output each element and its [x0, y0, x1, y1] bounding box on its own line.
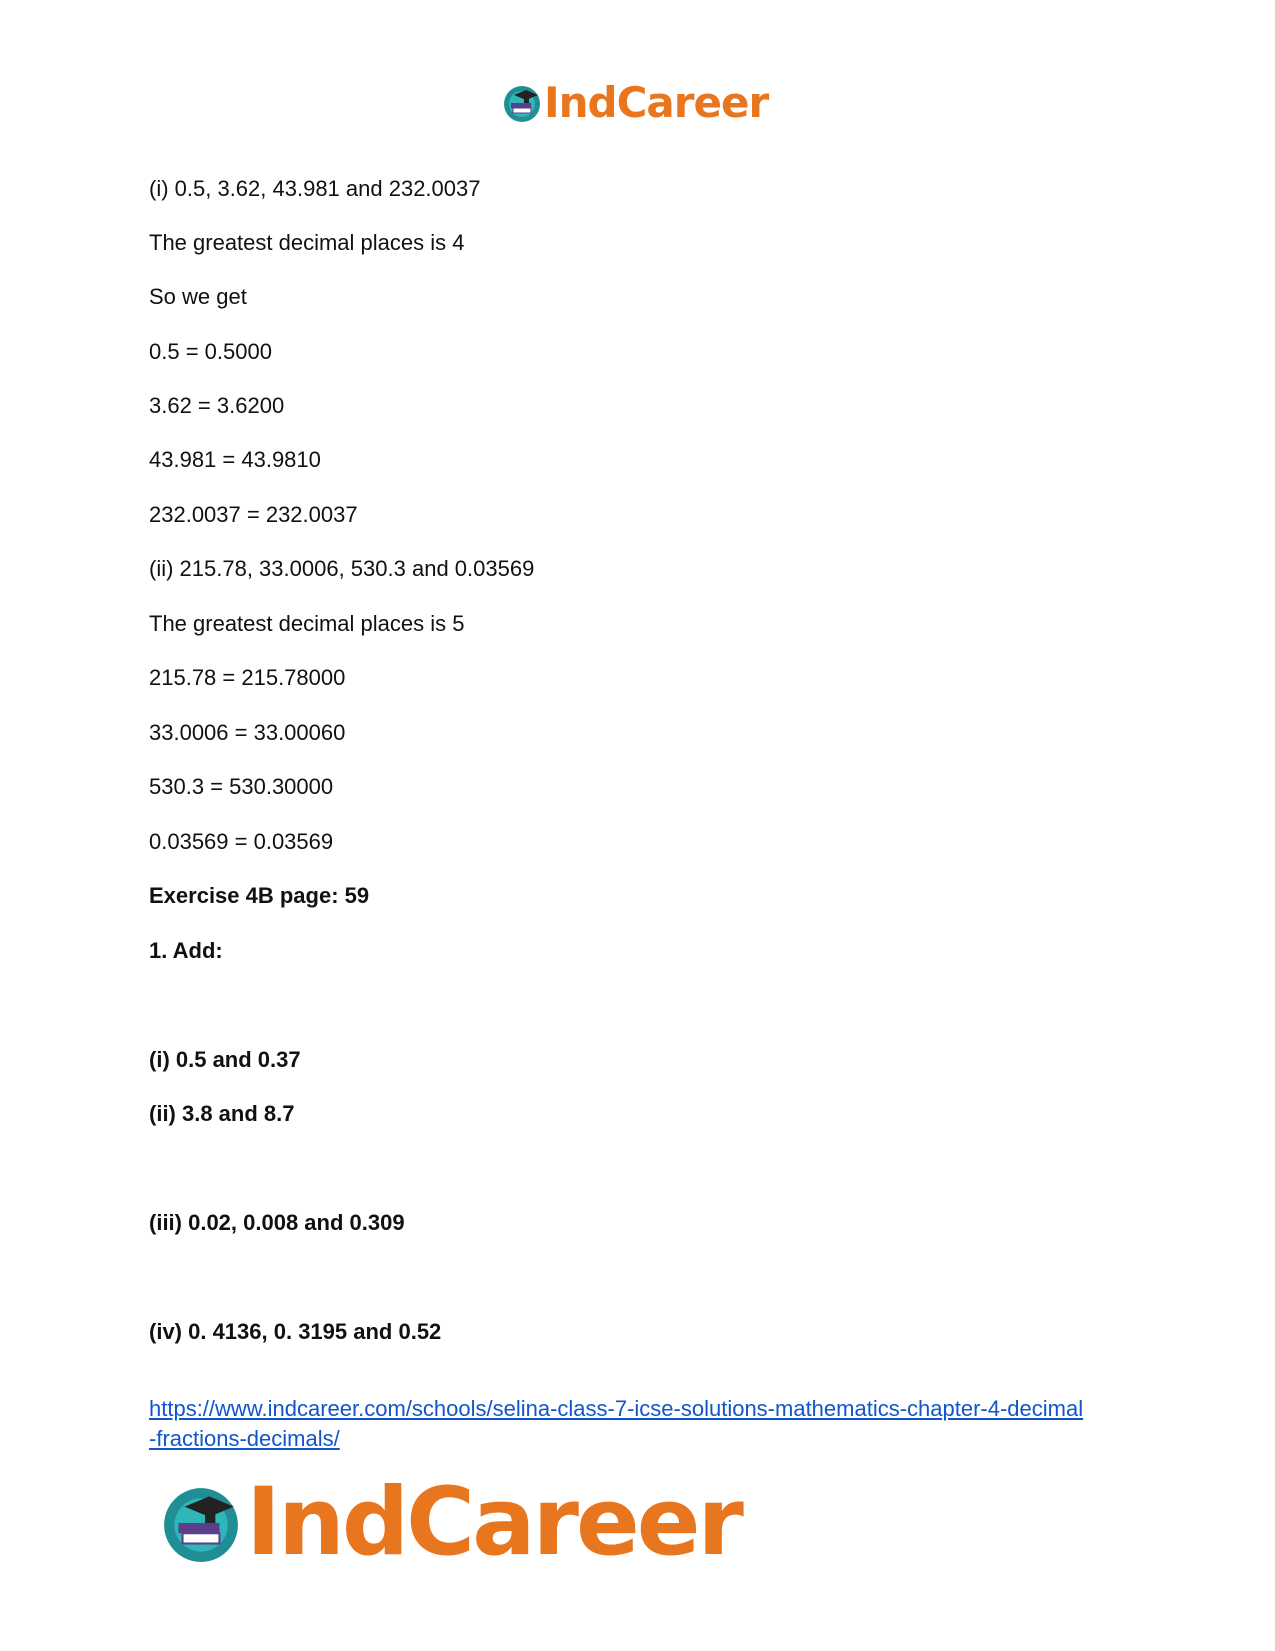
question-part: (ii) 3.8 and 8.7 [149, 1101, 295, 1126]
text-line: The greatest decimal places is 4 [149, 230, 465, 255]
source-link-line1[interactable]: https://www.indcareer.com/schools/selina-class-7-icse-solutions-mathematics-chapter-4-decimal [149, 1396, 1084, 1421]
source-link[interactable] [149, 1394, 1149, 1454]
text-line: (ii) 215.78, 33.0006, 530.3 and 0.03569 [149, 556, 535, 581]
text-line: 0.03569 = 0.03569 [149, 829, 334, 854]
question-part: (i) 0.5 and 0.37 [149, 1047, 301, 1072]
header-logo [502, 78, 768, 127]
question-part: (iv) 0. 4136, 0. 3195 and 0.52 [149, 1319, 442, 1344]
graduation-book-icon [160, 1482, 242, 1564]
text-line: So we get [149, 284, 247, 309]
text-line: 215.78 = 215.78000 [149, 665, 346, 690]
question-part: (iii) 0.02, 0.008 and 0.309 [149, 1210, 405, 1235]
logo-wordmark: IndCareer [544, 78, 769, 127]
question-title: 1. Add: [149, 938, 223, 963]
text-line: 33.0006 = 33.00060 [149, 720, 346, 745]
text-line: 3.62 = 3.6200 [149, 393, 285, 418]
text-line: (i) 0.5, 3.62, 43.981 and 232.0037 [149, 176, 481, 201]
text-line: 530.3 = 530.30000 [149, 774, 334, 799]
text-line: 232.0037 = 232.0037 [149, 502, 358, 527]
text-line: 0.5 = 0.5000 [149, 339, 272, 364]
logo-wordmark: IndCareer [246, 1468, 741, 1577]
text-line: The greatest decimal places is 5 [149, 611, 465, 636]
footer-logo [160, 1468, 741, 1577]
text-line: 43.981 = 43.9810 [149, 447, 321, 472]
graduation-book-icon [502, 83, 542, 123]
exercise-heading: Exercise 4B page: 59 [149, 883, 370, 908]
source-link-line2[interactable]: -fractions-decimals/ [149, 1426, 340, 1451]
